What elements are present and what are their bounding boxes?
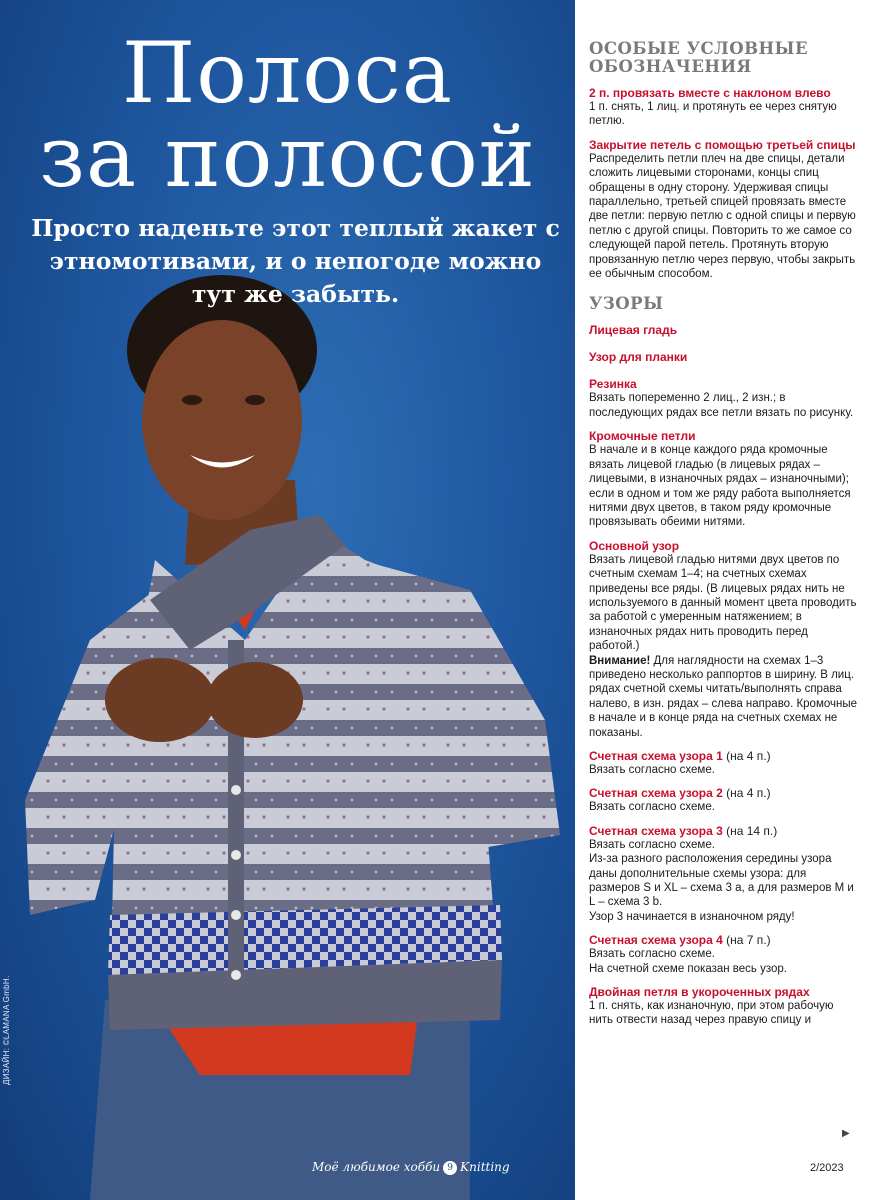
- note-text: Для наглядности на схемах 1–3 приведено несколько раппортов в ширину. В лиц. рядах счетной схемы читать/выполнять справа налево, в изн. рядах – слева направо. Кромочные в начале и в конце ряда на счетных схемах не показаны.: [589, 654, 857, 739]
- item-text-3: Узор 3 начинается в изнаночном ряду!: [589, 910, 795, 923]
- item-heading: [589, 824, 857, 838]
- item-text: В начале и в конце каждого ряда кромочные вязать лицевой гладью (в лицевых рядах – лицевыми, в изнаночных рядах – изнаночными); если в одном и том же ряду работа выполняется нитями двух цветов, в таком ряду кромочные провязывать обеими нитями.: [589, 444, 851, 529]
- heading-text: Счетная схема узора 1: [589, 749, 723, 763]
- stitch-count: (на 4 п.): [722, 786, 771, 801]
- title-line-1: Полоса: [122, 24, 453, 122]
- pattern-item: [589, 429, 857, 529]
- item-heading: Узор для планки: [589, 350, 688, 365]
- item-text: Вязать согласно схеме.: [589, 764, 715, 776]
- patterns-section-title: УЗОРЫ: [589, 294, 664, 314]
- item-text: Распределить петли плеч на две спицы, детали сложить лицевыми сторонами, концы спиц обращены в одну сторону. Удерживая спицы параллельно, третьей спицей провязать вместе две петли: первую петлю с одной спицы и первую петлю с другой спицы. Повторить то же самое со следующей парой петель. Протянуть вторую провязанную петлю через первую, чтобы закрыть ее обычным способом.: [589, 152, 856, 281]
- item-text: Вязать лицевой гладью нитями двух цветов по счетным схемам 1–4; на счетных схемах приведены все ряды. (В лицевых рядах нить не используемого в данный момент цвета проводить за работой с умеренным натяжением; в изнаночных рядах нить проводить перед работой.): [589, 553, 857, 653]
- pattern-item: [589, 323, 857, 337]
- magazine-footer: [312, 1160, 510, 1175]
- symbol-item: [589, 138, 857, 282]
- title-line-2: за полосой: [39, 108, 536, 206]
- stitch-count: (на 4 п.): [722, 749, 771, 763]
- item-text: 1 п. снять, как изнаночную, при этом рабочую нить отвести назад через правую спицу и: [589, 1000, 834, 1027]
- instructions-column: [589, 40, 857, 1037]
- item-heading: Лицевая гладь: [589, 323, 678, 338]
- subtitle: Просто наденьте этот теплый жакет с этномотивами, и о непогоде можно тут же забыть.: [31, 214, 560, 308]
- item-heading: [589, 786, 857, 800]
- pattern-item: [589, 377, 857, 420]
- section-name: Knitting: [460, 1160, 510, 1174]
- item-heading: [589, 933, 857, 947]
- item-heading: Двойная петля в укороченных рядах: [589, 985, 810, 1000]
- item-text-2: На счетной схеме показан весь узор.: [589, 962, 787, 975]
- item-note: [589, 654, 857, 740]
- continue-arrow-icon: ▶: [842, 1128, 850, 1139]
- item-heading: 2 п. провязать вместе с наклоном влево: [589, 86, 831, 100]
- pattern-item: [589, 539, 857, 740]
- item-text-2: Из-за разного расположения середины узора даны дополнительные схемы узора: для размеров S и XL – схема 3 a, а для размеров M и L – схема 3 b.: [589, 853, 854, 909]
- item-text: Вязать согласно схеме.: [589, 948, 715, 961]
- item-heading: Резинка: [589, 377, 637, 392]
- issue-number: 2/2023: [810, 1162, 844, 1174]
- pattern-item: [589, 933, 857, 976]
- heading-text: Счетная схема узора 4: [589, 933, 723, 948]
- pattern-item: [589, 786, 857, 814]
- item-text: Вязать согласно схеме.: [589, 838, 715, 851]
- stitch-count: (на 7 п.): [722, 933, 771, 948]
- pattern-item: [589, 985, 857, 1028]
- pattern-item: [589, 749, 857, 777]
- item-heading: Закрытие петель с помощью третьей спицы: [589, 137, 856, 152]
- pattern-item: [589, 350, 857, 364]
- heading-text: Счетная схема узора 2: [589, 786, 723, 801]
- item-text: Вязать попеременно 2 лиц., 2 изн.; в последующих рядах все петли вязать по рисунку.: [589, 392, 854, 419]
- symbols-section-title: ОСОБЫЕ УСЛОВНЫЕ ОБОЗНАЧЕНИЯ: [589, 39, 809, 76]
- item-text: Вязать согласно схеме.: [589, 801, 715, 814]
- item-heading: Основной узор: [589, 538, 680, 553]
- page-number: 9: [443, 1161, 457, 1175]
- photo-credit: ДИЗАЙН: ©LAMANA GmbH.: [2, 975, 11, 1085]
- pattern-item: [589, 824, 857, 924]
- note-label: Внимание!: [589, 654, 651, 667]
- symbol-item: [589, 86, 857, 129]
- stitch-count: (на 14 п.): [722, 823, 778, 838]
- item-heading: [589, 749, 857, 763]
- magazine-name: Моё любимое хобби: [312, 1160, 441, 1174]
- item-heading: Кромочные петли: [589, 429, 696, 444]
- item-text: 1 п. снять, 1 лиц. и протянуть ее через снятую петлю.: [589, 101, 837, 128]
- heading-text: Счетная схема узора 3: [589, 823, 723, 838]
